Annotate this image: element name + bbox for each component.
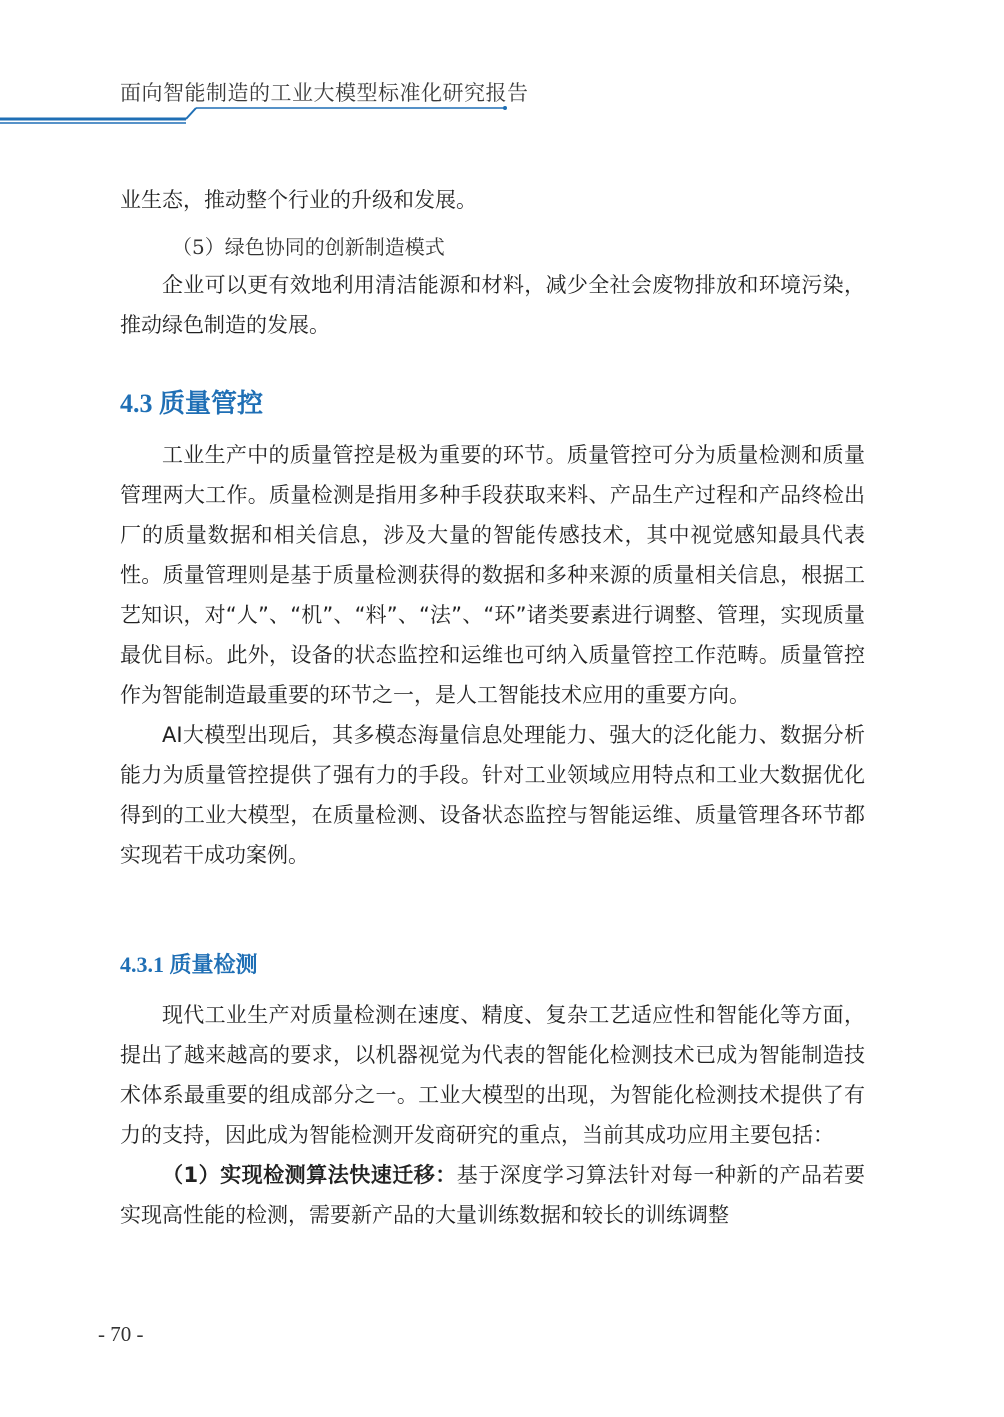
top-text-block: [120, 180, 865, 220]
running-header-title: 面向智能制造的工业大模型标准化研究报告: [120, 81, 529, 105]
carry-over-paragraph: 业生态，推动整个行业的升级和发展。: [120, 188, 477, 212]
item-5-heading: （5）绿色协同的创新制造模式: [172, 235, 445, 259]
item-5-block: [120, 265, 865, 345]
paragraph-quality-control: 工业生产中的质量管控是极为重要的环节。质量管控可分为质量检测和质量管理两大工作。质量检测是指用多种手段获取来料、产品生产过程和产品终检出厂的质量数据和相关信息，涉及大量的智能传感技术，其中视觉感知最具代表性。质量管理则是基于质量检测获得的数据和多种来源的质量相关信息，根据工艺知识，对“人”、“机”、“料”、“法”、“环”诸类要素进行调整、管理，实现质量最优目标。此外，设备的状态监控和运维也可纳入质量管控工作范畴。质量管控作为智能制造最重要的环节之一，是人工智能技术应用的重要方向。: [120, 443, 865, 707]
section-4-3-1-body: [120, 995, 865, 1235]
section-heading-4-3: 4.3 质量管控: [120, 389, 264, 418]
paragraph-quality-inspection: 现代工业生产对质量检测在速度、精度、复杂工艺适应性和智能化等方面，提出了越来越高的要求，以机器视觉为代表的智能化检测技术已成为智能制造技术体系最重要的组成部分之一。工业大模型的出现，为智能化检测技术提供了有力的支持，因此成为智能检测开发商研究的重点，当前其成功应用主要包括：: [120, 1003, 865, 1147]
page-number: - 70 -: [98, 1322, 144, 1346]
item-1-text: 基于深度学习算法针对每一种新的产品若要实现高性能的检测，需要新产品的大量训练数据和较长的训练调整: [120, 1163, 865, 1227]
header-rule: [0, 100, 1004, 130]
section-heading-4-3-1: 4.3.1 质量检测: [120, 952, 258, 977]
section-4-3-body: [120, 435, 865, 875]
paragraph-ai-models: AI大模型出现后，其多模态海量信息处理能力、强大的泛化能力、数据分析能力为质量管控提供了强有力的手段。针对工业领域应用特点和工业大数据优化得到的工业大模型，在质量检测、设备状态监控与智能运维、质量管理各环节都实现若干成功案例。: [120, 723, 865, 867]
item-1-paragraph: [120, 1155, 865, 1235]
item-5-paragraph: 企业可以更有效地利用清洁能源和材料，减少全社会废物排放和环境污染，推动绿色制造的发展。: [120, 273, 865, 337]
item-1-lead: （1）实现检测算法快速迁移：: [162, 1163, 457, 1187]
